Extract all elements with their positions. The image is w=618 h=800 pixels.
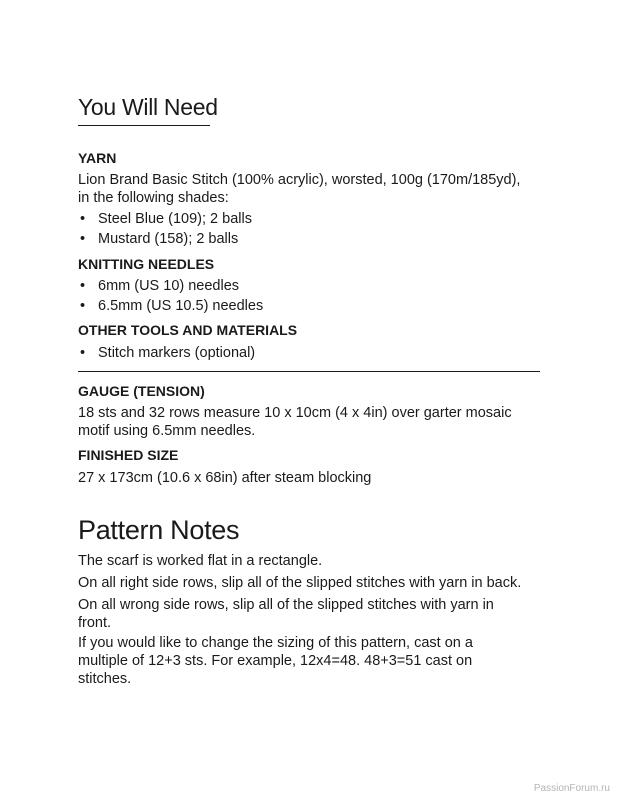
list-item: • 6.5mm (US 10.5) needles (80, 298, 264, 314)
gauge-heading: GAUGE (TENSION) (78, 383, 205, 399)
bullet-icon: • (80, 211, 86, 227)
bullet-icon: • (80, 298, 86, 314)
you-will-need-title: You Will Need (78, 94, 218, 120)
list-item: • Stitch markers (optional) (80, 345, 256, 361)
yarn-description-line-2: in the following shades: (78, 190, 229, 206)
finished-size-heading: FINISHED SIZE (78, 447, 179, 463)
bullet-icon: • (80, 231, 86, 247)
yarn-heading: YARN (78, 150, 117, 166)
yarn-description-line-1: Lion Brand Basic Stitch (100% acrylic), worsted, 100g (170m/185yd), (78, 172, 521, 188)
pattern-note-4-line-3: stitches. (78, 671, 132, 687)
pattern-note-1: The scarf is worked flat in a rectangle. (78, 553, 323, 569)
list-item: • Mustard (158); 2 balls (80, 231, 239, 247)
needles-heading: KNITTING NEEDLES (78, 256, 215, 272)
watermark: PassionForum.ru (533, 783, 610, 794)
gauge-text-line-1: 18 sts and 32 rows measure 10 x 10cm (4 x 4in) over garter mosaic (78, 405, 512, 421)
pattern-note-4-line-1: If you would like to change the sizing of this pattern, cast on a (78, 635, 473, 651)
finished-size-text: 27 x 173cm (10.6 x 68in) after steam blocking (78, 470, 372, 486)
other-tools-heading: OTHER TOOLS AND MATERIALS (78, 322, 298, 338)
gauge-text-line-2: motif using 6.5mm needles. (78, 423, 256, 439)
pattern-note-3-line-2: front. (78, 615, 112, 631)
section-divider (78, 371, 540, 372)
list-item: • 6mm (US 10) needles (80, 278, 240, 294)
bullet-icon: • (80, 345, 86, 361)
pattern-note-2: On all right side rows, slip all of the slipped stitches with yarn in back. (78, 575, 522, 591)
bullet-icon: • (80, 278, 86, 294)
pattern-note-3-line-1: On all wrong side rows, slip all of the slipped stitches with yarn in (78, 597, 494, 613)
title-underline (78, 125, 210, 126)
list-item: • Steel Blue (109); 2 balls (80, 211, 252, 227)
pattern-notes-title: Pattern Notes (78, 515, 240, 545)
pattern-note-4-line-2: multiple of 12+3 sts. For example, 12x4=48. 48+3=51 cast on (78, 653, 473, 669)
